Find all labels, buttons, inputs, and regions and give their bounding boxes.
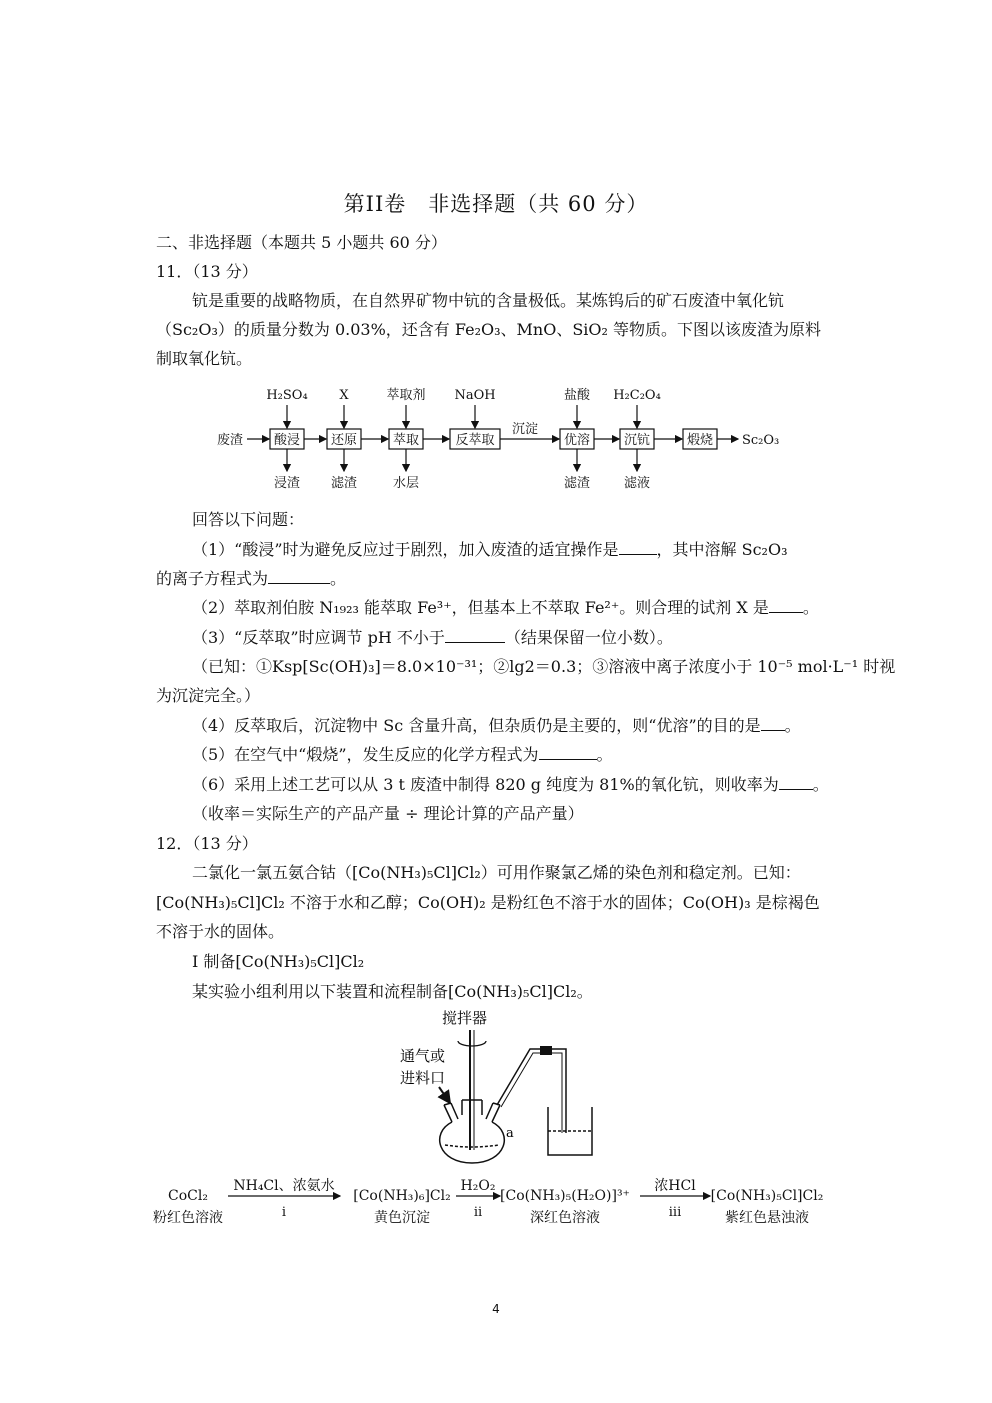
scheme-step: i	[281, 1205, 287, 1220]
answer-blank-4[interactable]	[761, 716, 785, 731]
answer-blank-1a[interactable]	[619, 540, 657, 555]
answer-prompt: 回答以下问题：	[192, 510, 305, 529]
q11-intro-line-3: 制取氧化钪。	[156, 349, 253, 368]
q11-part-1-text-b: ，其中溶解 Sc₂O₃	[656, 540, 788, 559]
flow-input-label: NaOH	[454, 388, 496, 403]
question-11-heading: 11．（13 分）	[156, 262, 258, 281]
flow-input-label: H₂C₂O₄	[613, 388, 661, 403]
flow-step-label: 煅烧	[686, 433, 714, 448]
answer-blank-5[interactable]	[539, 745, 597, 760]
scheme-description: 深红色溶液	[530, 1210, 600, 1226]
beaker	[548, 1107, 592, 1155]
delivery-tube	[497, 1049, 566, 1133]
q12-intro-line-1: 二氯化一氯五氨合钴（[Co(NH₃)₅Cl]Cl₂）可用作聚氯乙烯的染色剂和稳定剂。已知：	[192, 863, 801, 882]
q11-part-3-given-cont: 为沉淀完全。）	[156, 686, 261, 705]
three-neck-flask	[440, 1100, 505, 1163]
flow-step-label: 萃取	[392, 433, 420, 448]
flow-end-label: Sc₂O₃	[742, 433, 780, 448]
inlet-arrow	[439, 1087, 450, 1103]
scheme-reagent: NH₄Cl、浓氨水	[233, 1178, 335, 1194]
q11-part-1-text-d: 。	[330, 569, 347, 588]
q11-part-3-given: （已知：①Ksp[Sc(OH)₃]＝8.0×10⁻³¹；②lg2＝0.3；③溶液中离子浓度小于 10⁻⁵ mol·L⁻¹ 时视	[192, 657, 896, 676]
q11-part-3-text-a: （3）“反萃取”时应调节 pH 不小于	[192, 628, 445, 647]
scheme-description: 紫红色悬浊液	[725, 1210, 809, 1226]
flow-output-label: 滤渣	[330, 476, 358, 491]
q11-part-5-text-b: 。	[596, 745, 613, 764]
tube-connector	[540, 1046, 552, 1055]
q11-part-6-text-a: （6）采用上述工艺可以从 3 t 废渣中制得 820 g 纯度为 81%的氧化钪，则收率为	[192, 775, 779, 794]
q11-part-3	[192, 628, 673, 648]
flow-input-label: X	[339, 388, 349, 403]
q11-part-4-text-b: 。	[784, 716, 801, 735]
scheme-reagent: H₂O₂	[460, 1178, 496, 1194]
apparatus-diagram	[390, 1005, 630, 1165]
section-heading: 二、非选择题（本题共 5 小题共 60 分）	[156, 233, 447, 252]
q11-part-6-note: （收率＝实际生产的产品产量 ÷ 理论计算的产品产量）	[192, 804, 584, 823]
flow-output-label: 滤渣	[563, 476, 591, 491]
flow-input-label: H₂SO₄	[266, 388, 308, 403]
q11-part-3-text-b: （结果保留一位小数）。	[504, 628, 673, 647]
flow-input-label: 萃取剂	[386, 388, 426, 403]
stirrer-label: 搅拌器	[442, 1009, 488, 1027]
q11-part-1-cont	[156, 569, 346, 589]
flow-output-label: 水层	[392, 476, 420, 491]
q11-part-1	[192, 540, 788, 560]
scheme-species: [Co(NH₃)₆]Cl₂	[353, 1188, 451, 1204]
q11-part-6	[192, 775, 829, 795]
label-a: a	[506, 1126, 514, 1141]
scheme-description: 粉红色溶液	[153, 1210, 223, 1226]
scheme-species: [Co(NH₃)₅(H₂O)]³⁺	[500, 1188, 630, 1204]
answer-blank-6[interactable]	[779, 775, 813, 790]
q11-part-1-text-c: 的离子方程式为	[156, 569, 269, 588]
q12-part-1-heading: Ⅰ 制备[Co(NH₃)₅Cl]Cl₂	[192, 952, 365, 971]
flow-output-label: 浸渣	[273, 476, 301, 491]
scheme-step: iii	[668, 1205, 682, 1220]
scheme-species: CoCl₂	[168, 1188, 208, 1204]
q12-intro-line-3: 不溶于水的固体。	[156, 922, 285, 941]
q11-part-2-text-b: 。	[802, 598, 819, 617]
q11-part-2	[192, 598, 819, 618]
flow-start-label: 废渣	[216, 433, 244, 448]
answer-blank-2[interactable]	[769, 598, 803, 613]
q12-intro-line-2: [Co(NH₃)₅Cl]Cl₂ 不溶于水和乙醇；Co(OH)₂ 是粉红色不溶于水的固体；Co(OH)₃ 是棕褐色	[156, 893, 820, 912]
inlet-label-line-2: 进料口	[400, 1069, 446, 1087]
q11-part-5-text-a: （5）在空气中“煅烧”，发生反应的化学方程式为	[192, 745, 539, 764]
q11-part-4-text-a: （4）反萃取后，沉淀物中 Sc 含量升高，但杂质仍是主要的，则“优溶”的目的是	[192, 716, 761, 735]
reaction-scheme	[150, 1172, 840, 1232]
q12-part-1-description: 某实验小组利用以下装置和流程制备[Co(NH₃)₅Cl]Cl₂。	[192, 982, 593, 1001]
flow-step-label: 还原	[330, 433, 358, 448]
q11-part-2-text-a: （2）萃取剂伯胺 N₁₉₂₃ 能萃取 Fe³⁺，但基本上不萃取 Fe²⁺。则合理的试剂 X 是	[192, 598, 769, 617]
flow-step-label: 反萃取	[455, 433, 495, 448]
answer-blank-1b[interactable]	[268, 569, 330, 584]
scheme-species: [Co(NH₃)₅Cl]Cl₂	[710, 1188, 824, 1204]
q11-intro-line-1: 钪是重要的战略物质，在自然界矿物中钪的含量极低。某炼钨后的矿石废渣中氧化钪	[192, 291, 785, 310]
flow-input-label: 盐酸	[563, 388, 591, 403]
page-title: 第II卷 非选择题（共 60 分）	[343, 192, 649, 216]
q11-part-6-text-b: 。	[812, 775, 829, 794]
scheme-description: 黄色沉淀	[374, 1210, 430, 1226]
q11-part-4	[192, 716, 801, 736]
flow-step-label: 酸浸	[273, 433, 301, 448]
flow-arrow-label: 沉淀	[511, 422, 539, 437]
page-number: 4	[492, 1302, 500, 1316]
q11-part-5	[192, 745, 613, 765]
flow-output-label: 滤液	[623, 476, 651, 491]
q11-intro-line-2: （Sc₂O₃）的质量分数为 0.03%，还含有 Fe₂O₃、MnO、SiO₂ 等物质。下图以该废渣为原料	[156, 320, 822, 339]
scheme-reagent: 浓HCl	[654, 1178, 696, 1194]
flow-step-label: 沉钪	[623, 433, 651, 448]
inlet-label-line-1: 通气或	[400, 1047, 446, 1065]
q11-part-1-text-a: （1）“酸浸”时为避免反应过于剧烈，加入废渣的适宜操作是	[192, 540, 619, 559]
scheme-step: ii	[473, 1205, 483, 1220]
flow-step-label: 优溶	[563, 433, 591, 448]
q11-process-flow-diagram	[210, 383, 790, 495]
answer-blank-3[interactable]	[445, 628, 505, 643]
question-12-heading: 12．（13 分）	[156, 834, 258, 853]
rotation-arrow-icon	[458, 1041, 486, 1046]
